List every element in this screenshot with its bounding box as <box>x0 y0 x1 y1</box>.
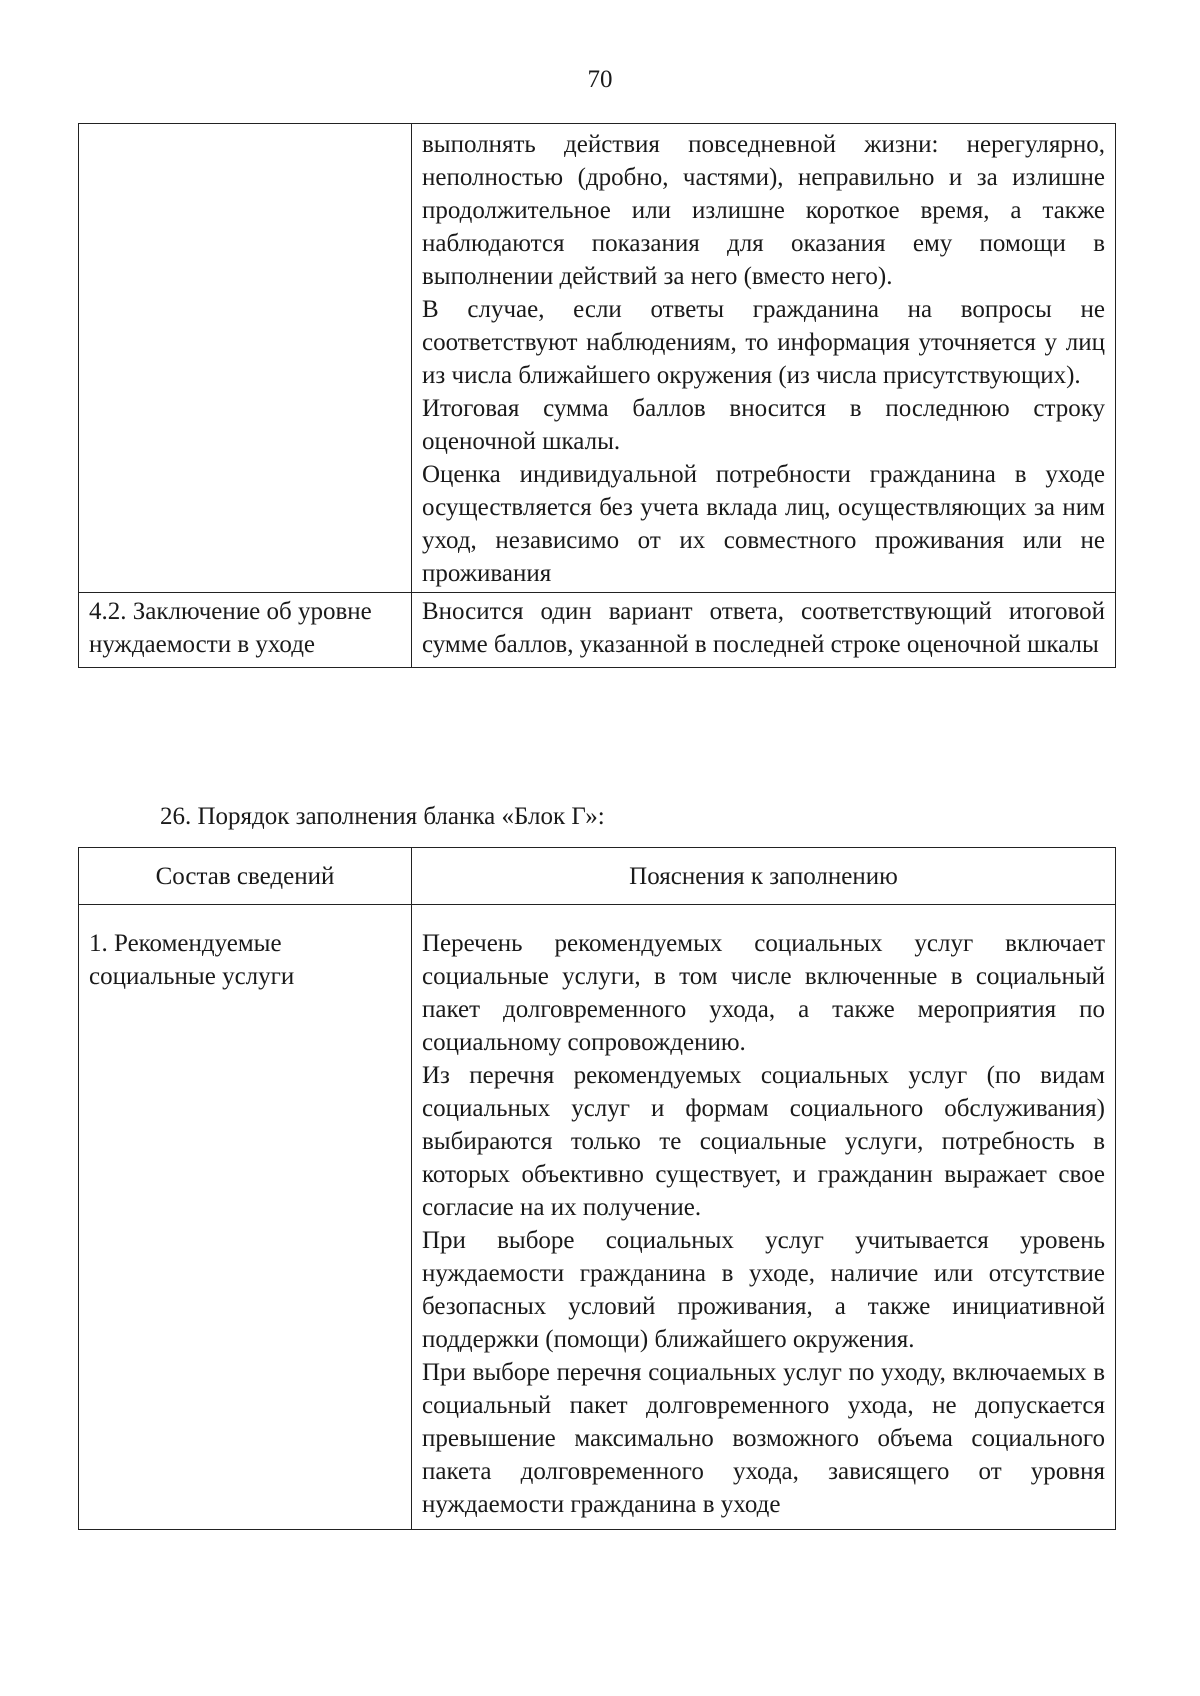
explanation-paragraph: Из перечня рекомендуемых социальных услуг (по видам социальных услуг и формам социального обслуживания) выбираются только те социальные услуги, потребность в которых объективно существует, и гражданин выражает свое согласие на их получение. <box>422 1062 1105 1221</box>
column-header-explanations: Пояснения к заполнению <box>412 848 1116 905</box>
section-heading: 26. Порядок заполнения бланка «Блок Г»: <box>160 803 605 830</box>
table-row <box>79 593 1116 668</box>
explanation-paragraph: При выборе социальных услуг учитывается уровень нуждаемости гражданина в уходе, наличие или отсутствие безопасных условий проживания, а также инициативной поддержки (помощи) ближайшего окружения. <box>422 1227 1105 1353</box>
filling-instructions-table-continued <box>78 123 1116 668</box>
table-cell-item <box>79 124 412 593</box>
explanation-paragraph: При выборе перечня социальных услуг по уходу, включаемых в социальный пакет долговременного ухода, не допускается превышение максимально возможного объема социального пакета долговременного ухода, зависящего от уровня нуждаемости гражданина в уходе <box>422 1359 1105 1518</box>
table-row <box>79 905 1116 1530</box>
table-cell-explanation <box>412 124 1116 593</box>
explanation-paragraph: Перечень рекомендуемых социальных услуг включает социальные услуги, в том числе включенные в социальный пакет долговременного ухода, а также мероприятия по социальному сопровождению. <box>422 930 1105 1056</box>
table-cell-item: 1. Рекомендуемые социальные услуги <box>79 905 412 1530</box>
explanation-paragraph: выполнять действия повседневной жизни: нерегулярно, неполностью (дробно, частями), неправильно и за излишне продолжительное или излишне короткое время, а также наблюдаются показания для оказания ему помощи в выполнении действий за него (вместо него). <box>422 131 1105 290</box>
table-cell-item: 4.2. Заключение об уровне нуждаемости в уходе <box>79 593 412 668</box>
page-number: 70 <box>587 66 613 93</box>
block-g-filling-table <box>78 847 1116 1530</box>
explanation-paragraph: Вносится один вариант ответа, соответствующий итоговой сумме баллов, указанной в последней строке оценочной шкалы <box>422 598 1105 658</box>
explanation-paragraph: В случае, если ответы гражданина на вопросы не соответствуют наблюдениям, то информация уточняется у лиц из числа ближайшего окружения (из числа присутствующих). <box>422 296 1105 389</box>
column-header-composition: Состав сведений <box>79 848 412 905</box>
table-header-row <box>79 848 1116 905</box>
table-cell-explanation <box>412 905 1116 1530</box>
explanation-paragraph: Оценка индивидуальной потребности гражданина в уходе осуществляется без учета вклада лиц, осуществляющих за ним уход, независимо от их совместного проживания или не проживания <box>422 461 1105 587</box>
explanation-paragraph: Итоговая сумма баллов вносится в последнюю строку оценочной шкалы. <box>422 395 1105 455</box>
table-cell-explanation <box>412 593 1116 668</box>
table-row <box>79 124 1116 593</box>
